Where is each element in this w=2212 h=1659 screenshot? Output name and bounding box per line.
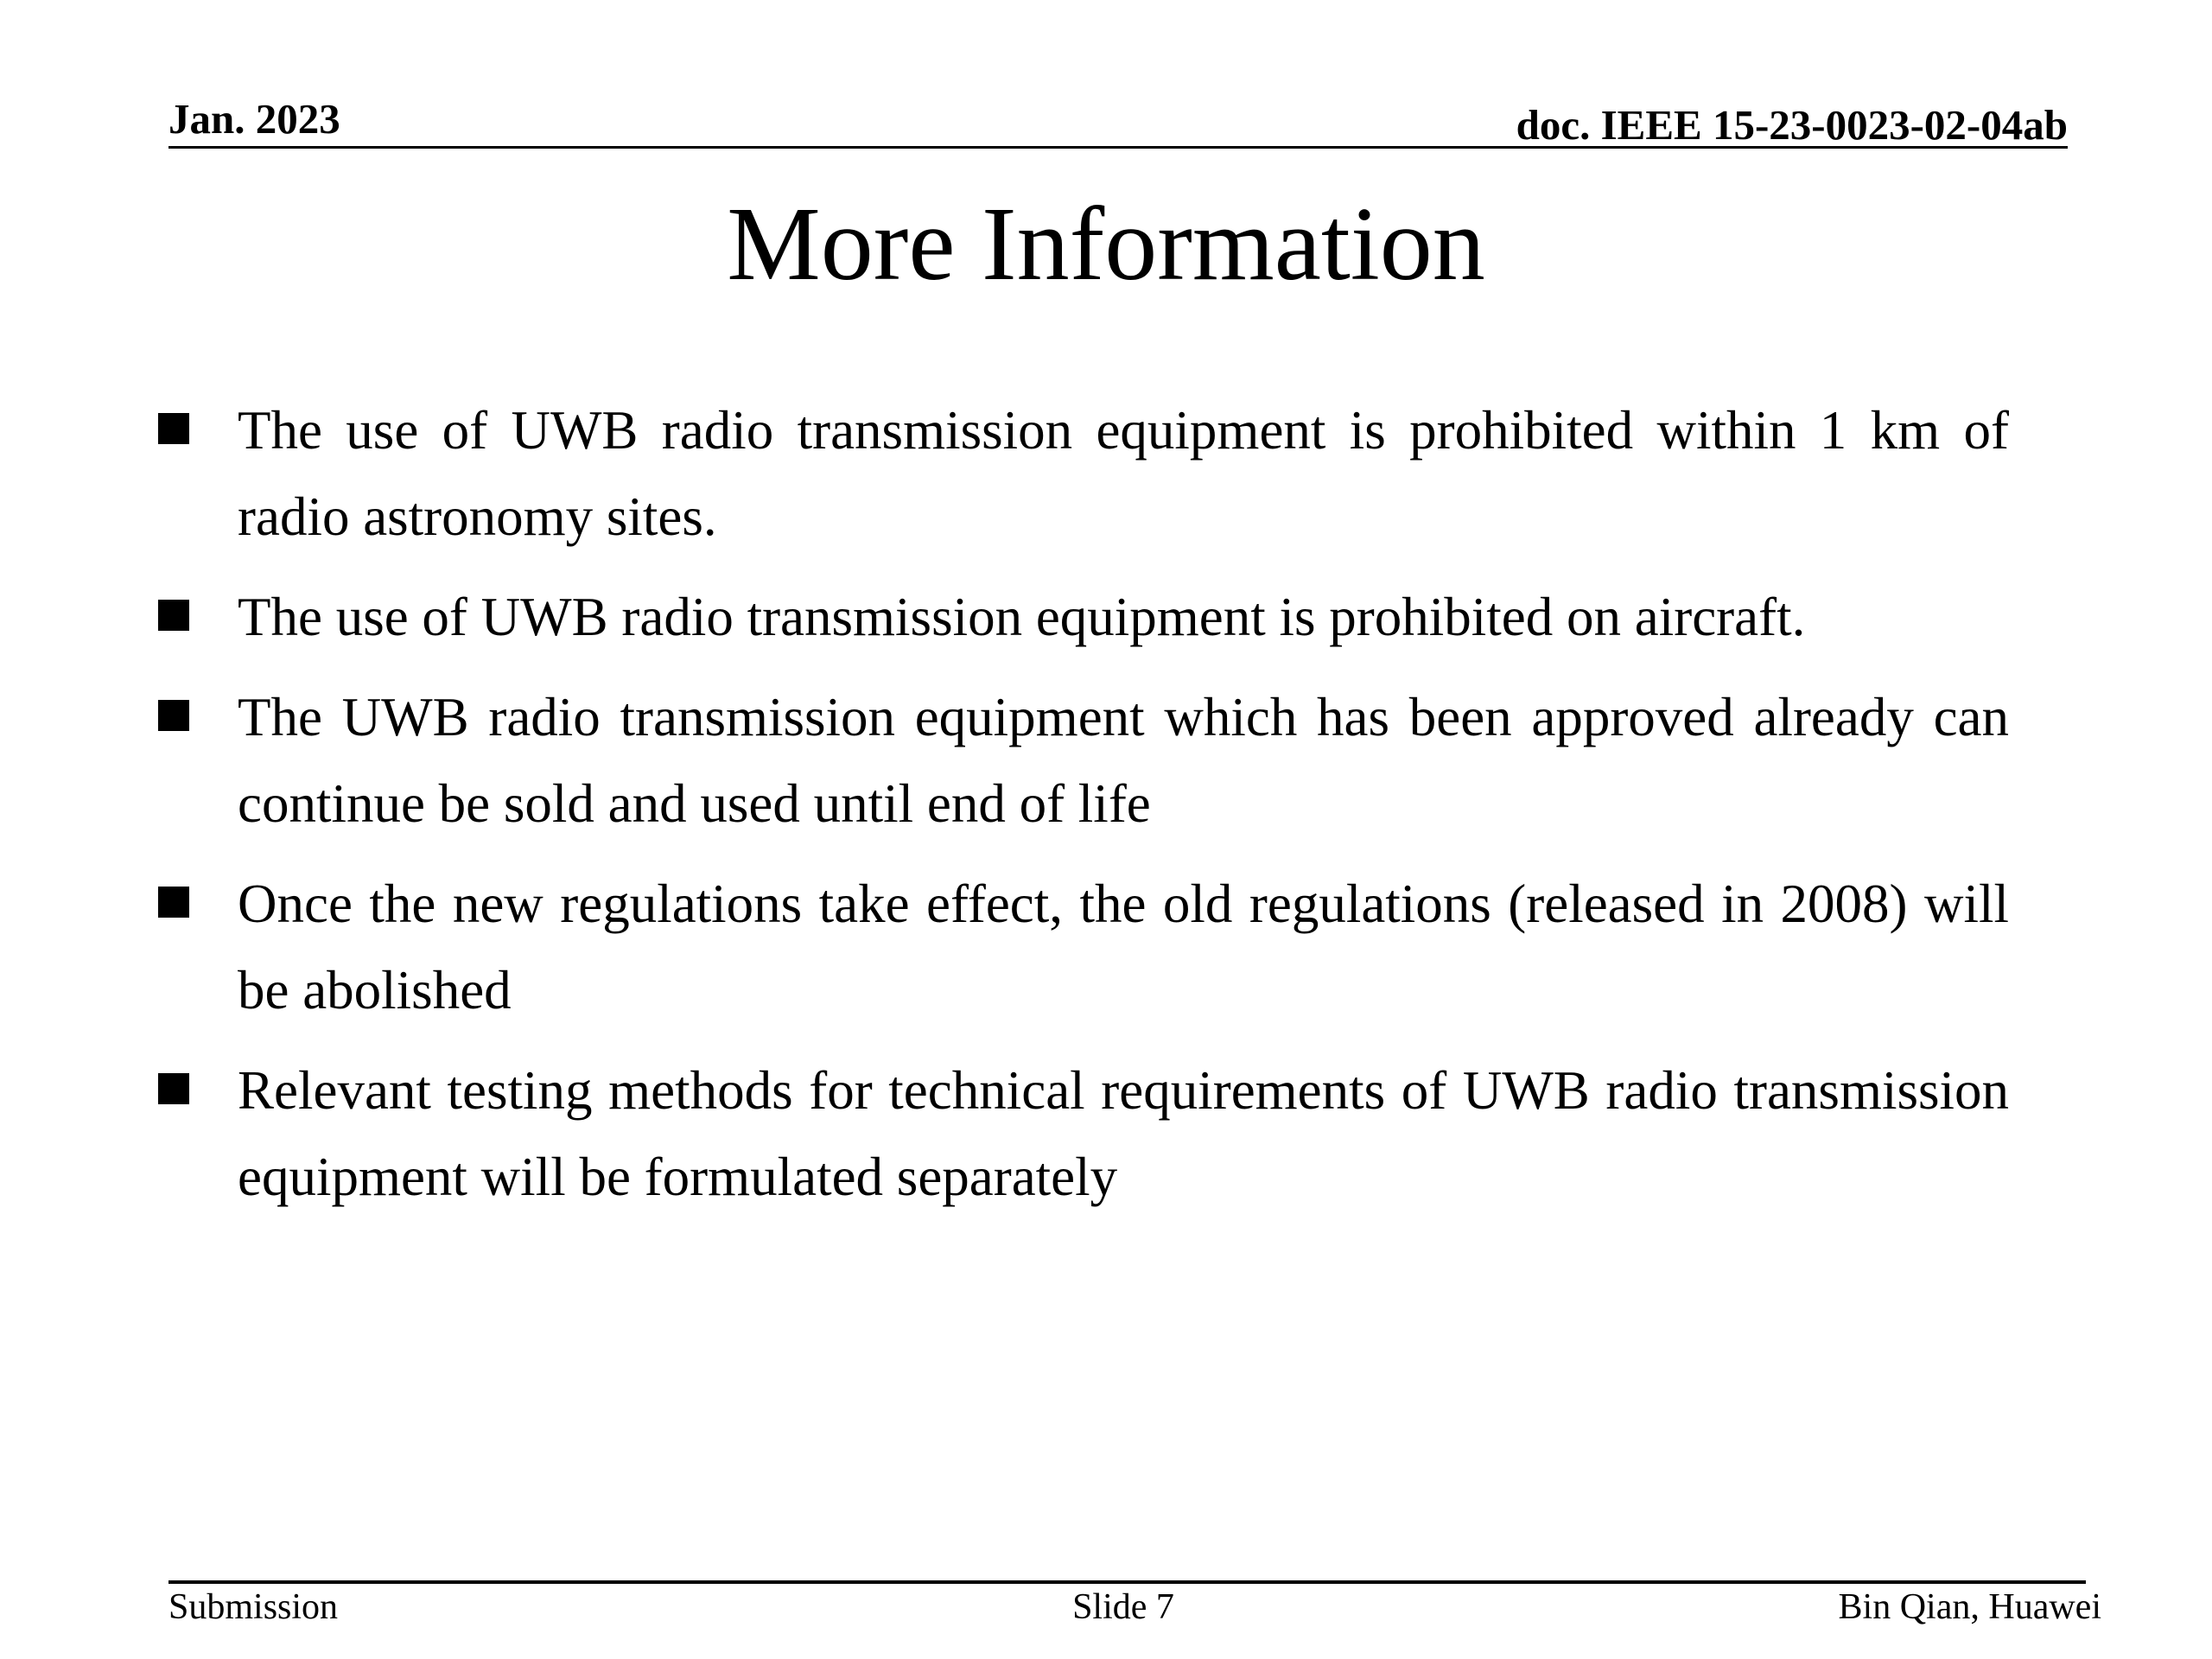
bullet-list — [158, 387, 2009, 1234]
header-divider — [168, 146, 2068, 149]
footer-slide-number: Slide 7 — [1072, 1587, 1174, 1627]
bullet-item — [158, 574, 2009, 660]
square-bullet-icon — [158, 413, 189, 444]
bullet-item — [158, 861, 2009, 1033]
footer-divider — [168, 1580, 2086, 1584]
header-date: Jan. 2023 — [168, 95, 340, 143]
bullet-text: Once the new regulations take effect, the old regulations (released in 2008) will be abolished — [238, 874, 2009, 1020]
bullet-text: Relevant testing methods for technical requirements of UWB radio transmission equipment will be formulated separately — [238, 1060, 2009, 1207]
bullet-item — [158, 1047, 2009, 1220]
square-bullet-icon — [158, 600, 189, 631]
bullet-item — [158, 674, 2009, 847]
bullet-item — [158, 387, 2009, 560]
header-doc-id: doc. IEEE 15-23-0023-02-04ab — [1516, 101, 2068, 149]
footer-submission: Submission — [168, 1587, 339, 1627]
footer-author: Bin Qian, Huawei — [1838, 1587, 2101, 1627]
bullet-text: The use of UWB radio transmission equipment is prohibited on aircraft. — [238, 587, 1806, 647]
bullet-text: The UWB radio transmission equipment which has been approved already can continue be sold and used until end of life — [238, 687, 2009, 834]
square-bullet-icon — [158, 887, 189, 918]
square-bullet-icon — [158, 1073, 189, 1104]
square-bullet-icon — [158, 700, 189, 731]
bullet-text: The use of UWB radio transmission equipment is prohibited within 1 km of radio astronomy sites. — [238, 400, 2009, 547]
slide-title: More Information — [727, 186, 1485, 302]
